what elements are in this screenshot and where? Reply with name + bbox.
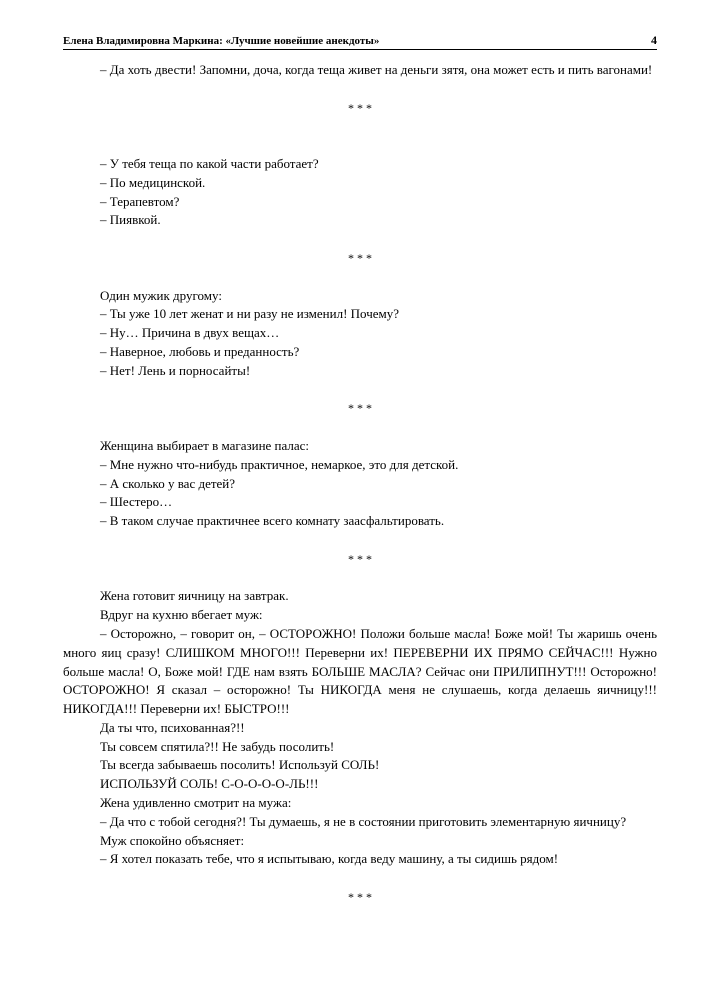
joke-5-line-8: Жена удивленно смотрит на мужа: (100, 795, 292, 811)
separator-3: * * * (348, 401, 372, 416)
separator-4: * * * (348, 551, 372, 566)
separator-5: * * * (348, 890, 372, 905)
joke-1-line-1: – Да хоть двести! Запомни, доча, когда теща живет на деньги зятя, она может есть и пить вагонами! (100, 62, 653, 77)
joke-2-line-2: – По медицинской. (100, 174, 206, 190)
joke-3-line-3: – Ну… Причина в двух вещах… (100, 325, 280, 341)
joke-5-line-4: Да ты что, психованная?!! (100, 719, 245, 735)
joke-5-line-5: Ты совсем спятила?!! Не забудь посолить! (100, 738, 335, 754)
joke-2-line-3: – Терапевтом? (100, 193, 180, 209)
joke-2-line-4: – Пиявкой. (100, 212, 161, 228)
joke-5-line-11: – Я хотел показать тебе, что я испытываю, когда веду машину, а ты сидишь рядом! (100, 851, 559, 867)
joke-5-line-2: Вдруг на кухню вбегает муж: (100, 607, 263, 623)
joke-5-line-10: Муж спокойно объясняет: (100, 832, 245, 848)
joke-5-line-9: – Да что с тобой сегодня?! Ты думаешь, я не в состоянии приготовить элементарную яичницу? (100, 813, 627, 829)
page-number: 4 (651, 33, 657, 47)
header-rule (63, 49, 657, 50)
separator-2: * * * (348, 250, 372, 265)
joke-5-line-6: Ты всегда забываешь посолить! Используй СОЛЬ! (100, 757, 380, 773)
joke-3-line-4: – Наверное, любовь и преданность? (100, 343, 300, 359)
page-body (63, 61, 657, 907)
joke-4-line-3: – А сколько у вас детей? (100, 475, 236, 491)
joke-4-line-5: – В таком случае практичнее всего комнату заасфальтировать. (100, 513, 445, 529)
joke-4-line-1: Женщина выбирает в магазине палас: (100, 437, 310, 453)
joke-5-line-7: ИСПОЛЬЗУЙ СОЛЬ! С-О-О-О-О-ЛЬ!!! (100, 776, 319, 792)
joke-3-line-1: Один мужик другому: (100, 287, 222, 303)
joke-2-line-1: – У тебя теща по какой части работает? (100, 155, 319, 171)
joke-5-line-3: – Осторожно, – говорит он, – ОСТОРОЖНО! Положи больше масла! Боже мой! Ты жаришь очень много яиц сразу! СЛИШКОМ МНОГО!!! Переверни их! ПЕРЕВЕРНИ ИХ ПРЯМО СЕЙЧАС!!! Нужно больше масла! О, Боже мой! ГДЕ нам взять БОЛЬШЕ МАСЛА? Сейчас они ПРИЛИПНУТ!!! Осторожно! ОСТОРОЖНО! Я сказал – осторожно! Ты НИКОГДА меня не слушаешь, когда делаешь яичницу!!! НИКОГДА!!! Переверни их! БЫСТРО!!! (63, 625, 657, 717)
joke-3-line-5: – Нет! Лень и порносайты! (100, 362, 251, 378)
joke-4-line-4: – Шестеро… (100, 494, 173, 510)
running-header (63, 33, 657, 49)
joke-5-line-1: Жена готовит яичницу на завтрак. (100, 588, 289, 604)
separator-1: * * * (348, 100, 372, 115)
book-title: Елена Владимировна Маркина: «Лучшие новейшие анекдоты» (63, 35, 380, 47)
joke-3-line-2: – Ты уже 10 лет женат и ни разу не изменил! Почему? (100, 306, 399, 322)
joke-4-line-2: – Мне нужно что-нибудь практичное, немаркое, это для детской. (100, 456, 459, 472)
